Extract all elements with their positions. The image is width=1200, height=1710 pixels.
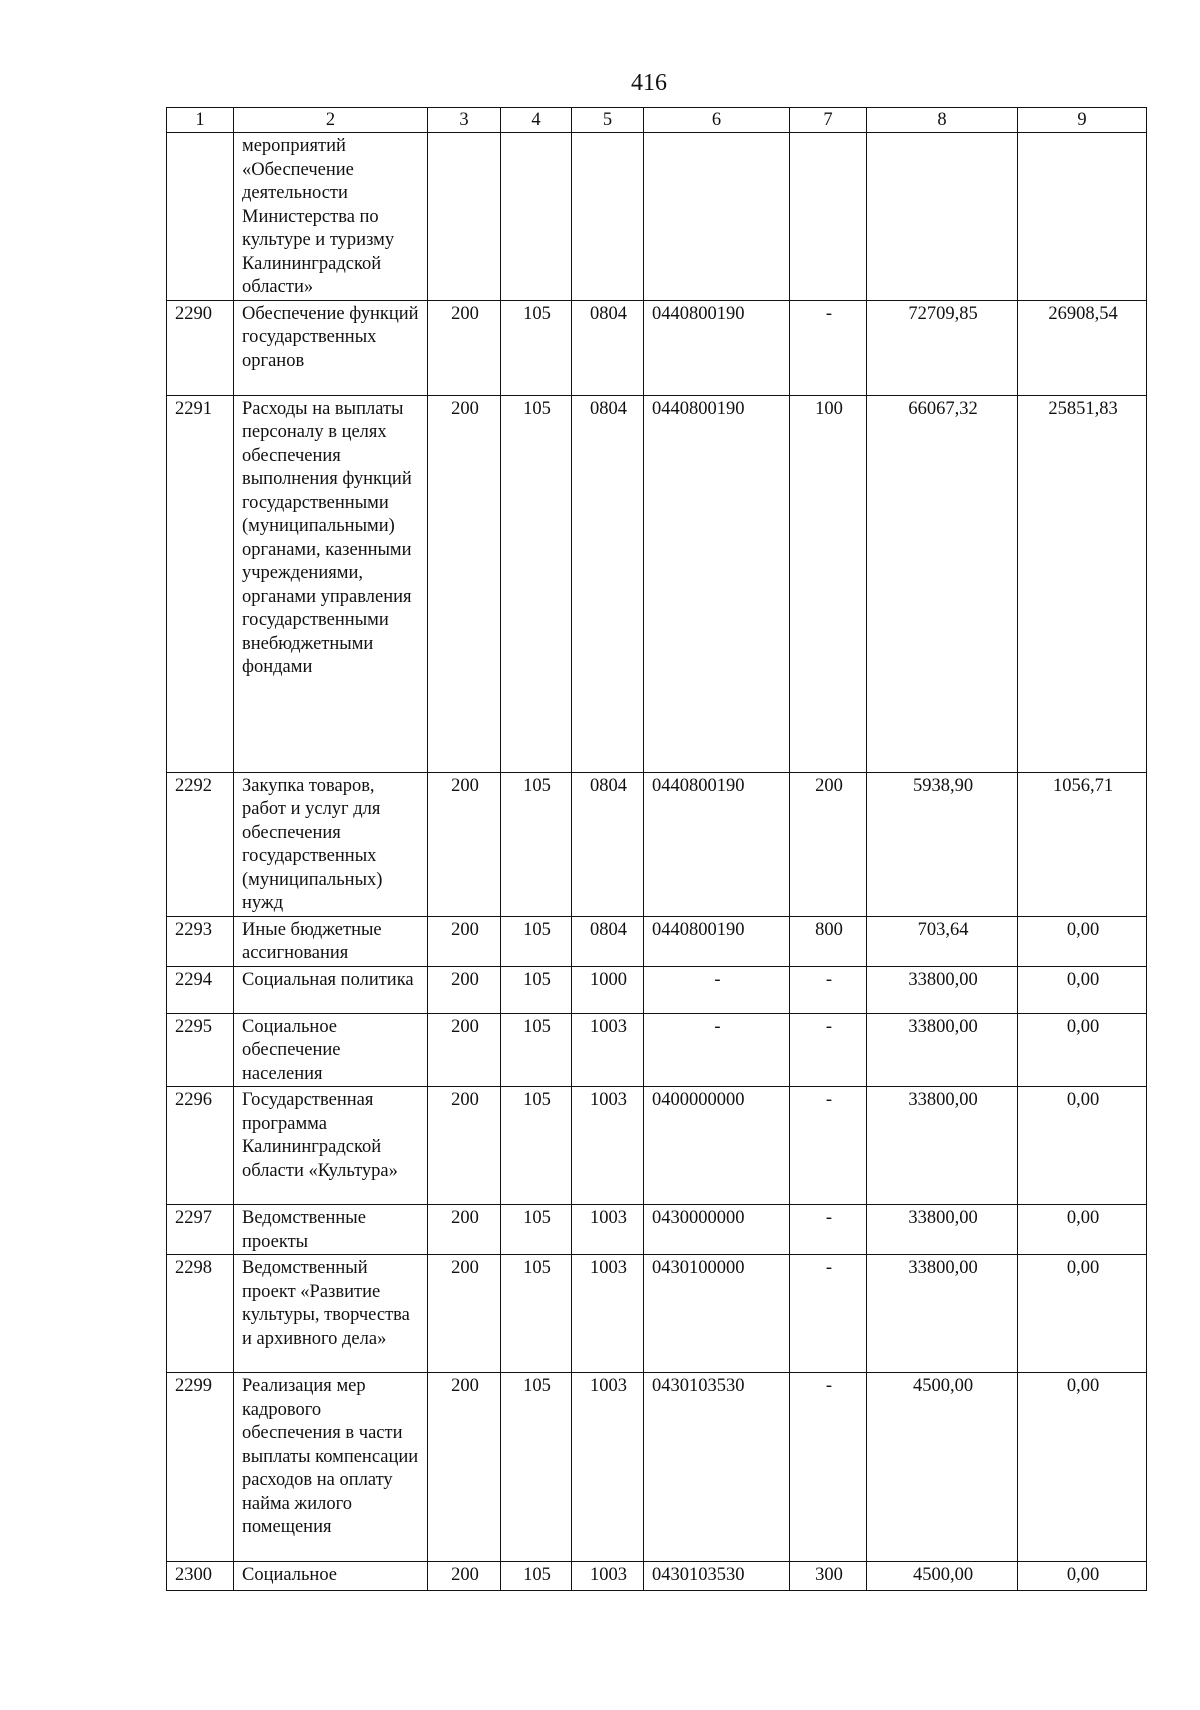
cell-col5: 1003 (572, 1087, 644, 1205)
cell-col9: 0,00 (1018, 1087, 1147, 1205)
row-name: Социальное (234, 1562, 428, 1591)
row-name: мероприятий «Обеспечение деятельности Министерства по культуре и туризму Калининградской области» (234, 133, 428, 301)
cell-col4: 105 (501, 1373, 572, 1562)
cell-col4: 105 (501, 1013, 572, 1087)
row-name: Социальное обеспечение населения (234, 1013, 428, 1087)
cell-col9: 26908,54 (1018, 300, 1147, 395)
cell-col4: 105 (501, 916, 572, 966)
budget-table (166, 107, 1147, 1591)
row-name: Расходы на выплаты персоналу в целях обеспечения выполнения функций государственными (муниципальными) органами, казенными учреждениями, органами управления государственными внебюджетными фондами (234, 395, 428, 772)
cell-col6: 0440800190 (644, 772, 790, 916)
cell-col7: - (790, 966, 867, 1013)
cell-col5: 0804 (572, 395, 644, 772)
cell-col6: 0440800190 (644, 300, 790, 395)
row-name: Государственная программа Калининградской области «Культура» (234, 1087, 428, 1205)
cell-col8: 33800,00 (867, 966, 1018, 1013)
cell-col4 (501, 133, 572, 301)
cell-col4: 105 (501, 772, 572, 916)
table-row (167, 916, 1147, 966)
table-row (167, 300, 1147, 395)
header-cell: 5 (572, 108, 644, 133)
cell-col5: 0804 (572, 300, 644, 395)
row-number: 2299 (167, 1373, 234, 1562)
header-cell: 7 (790, 108, 867, 133)
cell-col9: 0,00 (1018, 1013, 1147, 1087)
cell-col8: 33800,00 (867, 1013, 1018, 1087)
table-row (167, 133, 1147, 301)
cell-col4: 105 (501, 966, 572, 1013)
cell-col5: 1003 (572, 1373, 644, 1562)
cell-col8: 33800,00 (867, 1087, 1018, 1205)
header-cell: 9 (1018, 108, 1147, 133)
row-name: Закупка товаров, работ и услуг для обеспечения государственных (муниципальных) нужд (234, 772, 428, 916)
table-row (167, 772, 1147, 916)
table-row (167, 1373, 1147, 1562)
table-row (167, 966, 1147, 1013)
row-number: 2294 (167, 966, 234, 1013)
cell-col9: 0,00 (1018, 1255, 1147, 1373)
cell-col7 (790, 133, 867, 301)
cell-col4: 105 (501, 1087, 572, 1205)
cell-col4: 105 (501, 300, 572, 395)
cell-col3: 200 (428, 966, 501, 1013)
cell-col6: 0430000000 (644, 1205, 790, 1255)
cell-col3: 200 (428, 1373, 501, 1562)
cell-col7: 300 (790, 1562, 867, 1591)
cell-col9: 25851,83 (1018, 395, 1147, 772)
cell-col3: 200 (428, 1205, 501, 1255)
row-number: 2300 (167, 1562, 234, 1591)
header-cell: 6 (644, 108, 790, 133)
cell-col8 (867, 133, 1018, 301)
cell-col5: 0804 (572, 772, 644, 916)
table-row (167, 1205, 1147, 1255)
row-name: Реализация мер кадрового обеспечения в части выплаты компенсации расходов на оплату найма жилого помещения (234, 1373, 428, 1562)
cell-col4: 105 (501, 1205, 572, 1255)
cell-col5: 1003 (572, 1013, 644, 1087)
cell-col9: 0,00 (1018, 966, 1147, 1013)
cell-col5 (572, 133, 644, 301)
cell-col8: 33800,00 (867, 1255, 1018, 1373)
table-header-row (167, 108, 1147, 133)
cell-col9: 1056,71 (1018, 772, 1147, 916)
cell-col4: 105 (501, 1562, 572, 1591)
cell-col7: 800 (790, 916, 867, 966)
cell-col9 (1018, 133, 1147, 301)
header-cell: 1 (167, 108, 234, 133)
cell-col5: 1003 (572, 1255, 644, 1373)
row-number (167, 133, 234, 301)
row-name: Социальная политика (234, 966, 428, 1013)
cell-col9: 0,00 (1018, 916, 1147, 966)
cell-col9: 0,00 (1018, 1373, 1147, 1562)
cell-col8: 33800,00 (867, 1205, 1018, 1255)
cell-col4: 105 (501, 395, 572, 772)
row-number: 2298 (167, 1255, 234, 1373)
cell-col7: - (790, 1373, 867, 1562)
cell-col6: - (644, 966, 790, 1013)
cell-col3: 200 (428, 300, 501, 395)
row-name: Ведомственный проект «Развитие культуры, творчества и архивного дела» (234, 1255, 428, 1373)
header-cell: 3 (428, 108, 501, 133)
row-number: 2293 (167, 916, 234, 966)
cell-col8: 72709,85 (867, 300, 1018, 395)
cell-col4: 105 (501, 1255, 572, 1373)
cell-col6: 0430100000 (644, 1255, 790, 1373)
cell-col7: - (790, 300, 867, 395)
cell-col6: 0400000000 (644, 1087, 790, 1205)
cell-col6: 0440800190 (644, 395, 790, 772)
table-row (167, 395, 1147, 772)
table-row (167, 1087, 1147, 1205)
cell-col3: 200 (428, 1562, 501, 1591)
row-number: 2296 (167, 1087, 234, 1205)
cell-col3: 200 (428, 772, 501, 916)
cell-col3: 200 (428, 1087, 501, 1205)
cell-col7: - (790, 1205, 867, 1255)
cell-col9: 0,00 (1018, 1205, 1147, 1255)
cell-col7: - (790, 1255, 867, 1373)
cell-col9: 0,00 (1018, 1562, 1147, 1591)
cell-col8: 4500,00 (867, 1373, 1018, 1562)
cell-col8: 703,64 (867, 916, 1018, 966)
row-name: Обеспечение функций государственных органов (234, 300, 428, 395)
cell-col5: 1000 (572, 966, 644, 1013)
header-cell: 4 (501, 108, 572, 133)
cell-col8: 4500,00 (867, 1562, 1018, 1591)
cell-col3 (428, 133, 501, 301)
row-number: 2297 (167, 1205, 234, 1255)
header-cell: 8 (867, 108, 1018, 133)
table-row (167, 1013, 1147, 1087)
cell-col5: 0804 (572, 916, 644, 966)
cell-col3: 200 (428, 916, 501, 966)
cell-col6: - (644, 1013, 790, 1087)
cell-col7: 200 (790, 772, 867, 916)
row-number: 2295 (167, 1013, 234, 1087)
row-name: Иные бюджетные ассигнования (234, 916, 428, 966)
cell-col7: - (790, 1013, 867, 1087)
cell-col6: 0430103530 (644, 1373, 790, 1562)
row-number: 2290 (167, 300, 234, 395)
page-number: 416 (631, 70, 667, 96)
cell-col6 (644, 133, 790, 301)
cell-col7: - (790, 1087, 867, 1205)
cell-col5: 1003 (572, 1562, 644, 1591)
row-number: 2292 (167, 772, 234, 916)
cell-col3: 200 (428, 395, 501, 772)
cell-col6: 0440800190 (644, 916, 790, 966)
cell-col8: 66067,32 (867, 395, 1018, 772)
cell-col3: 200 (428, 1013, 501, 1087)
row-name: Ведомственные проекты (234, 1205, 428, 1255)
row-number: 2291 (167, 395, 234, 772)
cell-col7: 100 (790, 395, 867, 772)
header-cell: 2 (234, 108, 428, 133)
cell-col3: 200 (428, 1255, 501, 1373)
cell-col8: 5938,90 (867, 772, 1018, 916)
cell-col6: 0430103530 (644, 1562, 790, 1591)
table-row (167, 1562, 1147, 1591)
table-row (167, 1255, 1147, 1373)
cell-col5: 1003 (572, 1205, 644, 1255)
